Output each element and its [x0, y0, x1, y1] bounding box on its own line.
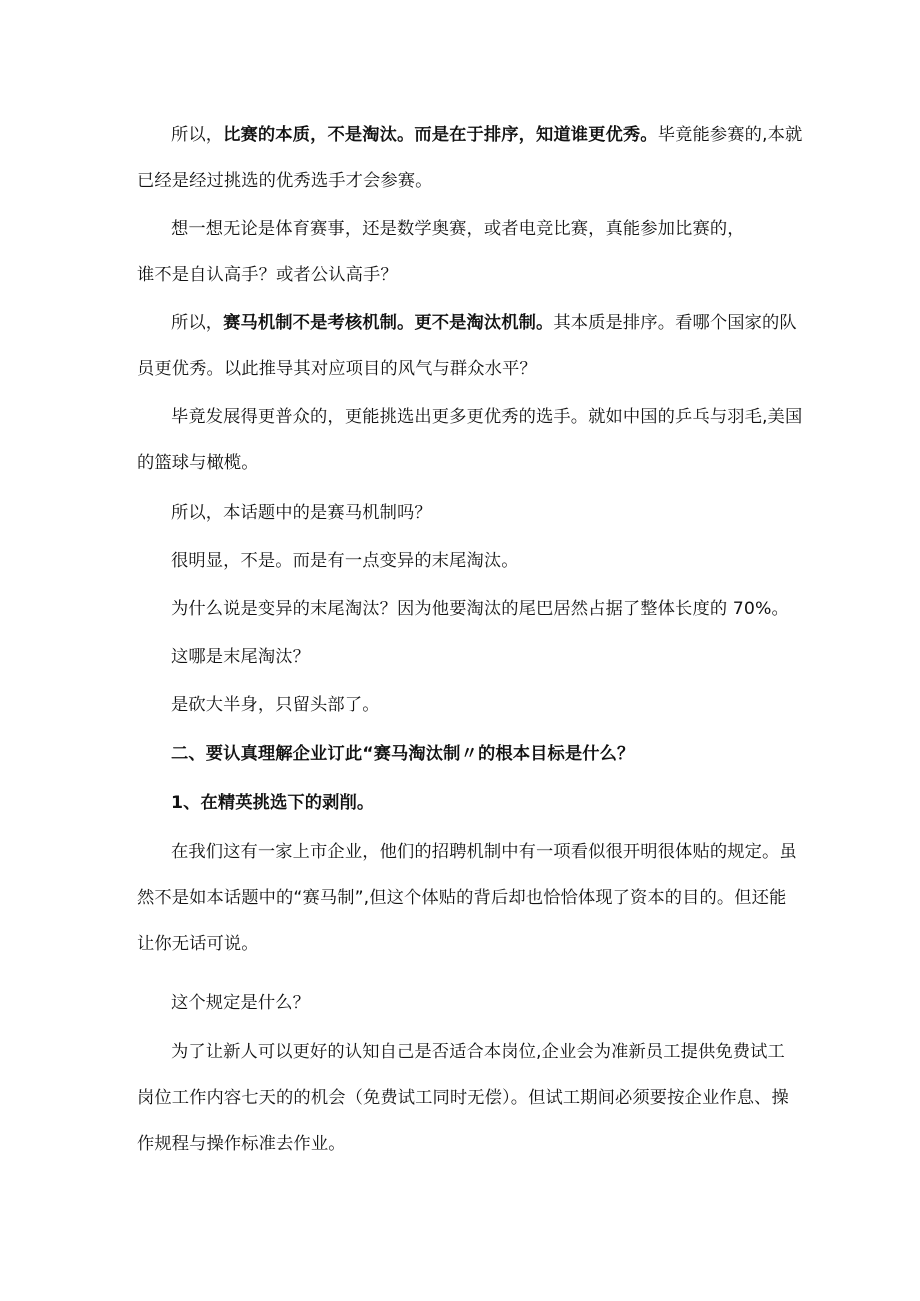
paragraph-line [137, 300, 797, 346]
section-heading [137, 731, 787, 777]
paragraph-variant-elimination [137, 586, 787, 632]
text-run: 其本质是排序。看哪个国家的队 [553, 313, 797, 333]
paragraph-line: 员更优秀。以此推导其对应项目的风气与群众水平？ [137, 359, 537, 379]
paragraph-line: 谁不是自认高手？或者公认高手？ [137, 265, 398, 285]
paragraph-line: 为什么说是变异的末尾淘汰？因为他要淘汰的尾巴居然占据了整体长度的 70%。 [171, 599, 789, 619]
paragraph-rhetorical [137, 634, 787, 680]
paragraph-line: 的篮球与橄榄。 [137, 453, 259, 473]
bold-text: 比赛的本质，不是淘汰。而是在于排序，知道谁更优秀。 [223, 125, 658, 145]
paragraph-trial-work [137, 1029, 787, 1167]
paragraph-line: 已经是经过挑选的优秀选手才会参赛。 [137, 171, 433, 191]
paragraph-answer [137, 538, 787, 584]
subsection-heading [137, 780, 787, 826]
paragraph-line: 毕竟发展得更普众的，更能挑选出更多更优秀的选手。就如中国的乒乓与羽毛,美国 [171, 407, 803, 427]
paragraph-listed-company [137, 829, 797, 967]
paragraph-line: 这个规定是什么？ [171, 993, 311, 1013]
paragraph-horse-race-mechanism [137, 300, 797, 392]
paragraph-line: 然不是如本话题中的“赛马制”,但这个体贴的背后却也恰恰体现了资本的目的。但还能 [137, 888, 787, 908]
paragraph-development [137, 394, 803, 486]
paragraph-line: 为了让新人可以更好的认知自己是否适合本岗位,企业会为准新员工提供免费试工 [171, 1042, 785, 1062]
bold-text: 赛马机制不是考核机制。更不是淘汰机制。 [223, 313, 554, 333]
heading-text: 1、在精英挑选下的剥削。 [171, 793, 375, 813]
text-run: 所以， [171, 313, 224, 333]
paragraph-line: 让你无话可说。 [137, 934, 259, 954]
paragraph-line: 作规程与操作标准去作业。 [137, 1134, 346, 1154]
paragraph-line: 是砍大半身，只留头部了。 [171, 695, 380, 715]
paragraph-competitions [137, 206, 787, 298]
paragraph-rule-question [137, 980, 787, 1026]
paragraph-line: 在我们这有一家上市企业，他们的招聘机制中有一项看似很开明很体贴的规定。虽 [171, 842, 797, 862]
paragraph-question [137, 490, 787, 536]
paragraph-line: 想一想无论是体育赛事，还是数学奥赛，或者电竞比赛，真能参加比赛的， [171, 219, 745, 239]
text-run: 所以， [171, 125, 224, 145]
text-run: 毕竟能参赛的,本就 [657, 125, 803, 145]
paragraph-line: 很明显，不是。而是有一点变异的末尾淘汰。 [171, 551, 519, 571]
paragraph-ranking [137, 112, 803, 204]
paragraph-conclusion [137, 682, 787, 728]
paragraph-line: 所以，本话题中的是赛马机制吗？ [171, 503, 432, 523]
paragraph-line [137, 112, 803, 158]
paragraph-line: 岗位工作内容七天的的机会（免费试工同时无偿）。但试工期间必须要按企业作息、操 [137, 1088, 789, 1108]
paragraph-line: 这哪是末尾淘汰？ [171, 647, 311, 667]
heading-text: 二、要认真理解企业订此“赛马淘汰制〃的根本目标是什么？ [171, 744, 635, 764]
